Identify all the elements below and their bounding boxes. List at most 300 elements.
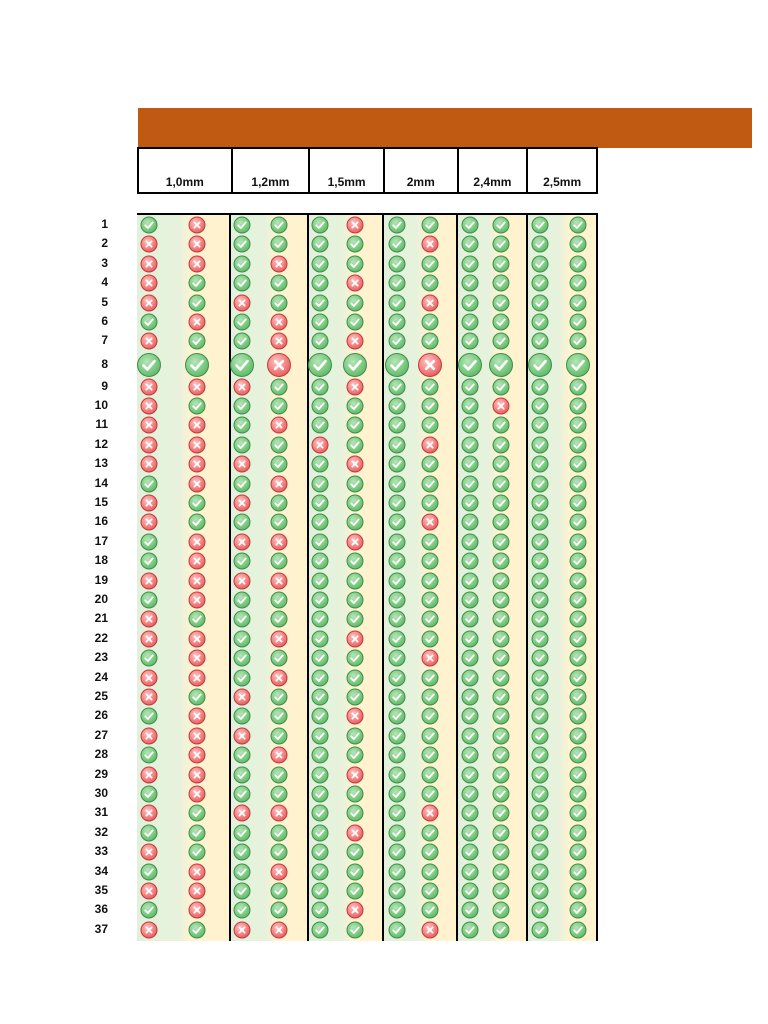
check-icon (347, 863, 364, 880)
check-icon (343, 353, 367, 377)
cross-icon (312, 436, 329, 453)
row-number: 8 (101, 357, 108, 371)
cross-icon (347, 456, 364, 473)
check-icon (234, 747, 251, 764)
check-icon (532, 236, 549, 253)
cross-icon (141, 669, 158, 686)
check-icon (493, 275, 510, 292)
row-number: 23 (94, 650, 108, 665)
check-icon (422, 844, 439, 861)
column-header-1-2mm: 1,2mm (233, 149, 311, 192)
check-icon (462, 475, 479, 492)
check-icon (570, 417, 587, 434)
cross-icon (234, 805, 251, 822)
check-icon (312, 333, 329, 350)
check-icon (347, 314, 364, 331)
check-icon (462, 314, 479, 331)
check-icon (312, 572, 329, 589)
cross-icon (189, 902, 206, 919)
check-icon (271, 882, 288, 899)
cross-icon (141, 417, 158, 434)
check-icon (234, 397, 251, 414)
cross-icon (189, 553, 206, 570)
check-icon (347, 650, 364, 667)
check-icon (234, 708, 251, 725)
cross-icon (141, 456, 158, 473)
cross-icon (189, 669, 206, 686)
check-icon (422, 766, 439, 783)
check-icon (389, 630, 406, 647)
check-icon (189, 611, 206, 628)
check-icon (422, 688, 439, 705)
check-icon (312, 688, 329, 705)
row-number: 11 (95, 417, 108, 432)
check-icon (271, 397, 288, 414)
check-icon (462, 275, 479, 292)
check-icon (234, 611, 251, 628)
check-icon (271, 591, 288, 608)
check-icon (271, 688, 288, 705)
check-icon (462, 294, 479, 311)
check-icon (532, 650, 549, 667)
check-icon (532, 708, 549, 725)
check-icon (141, 553, 158, 570)
check-icon (570, 475, 587, 492)
check-icon (389, 727, 406, 744)
check-icon (141, 708, 158, 725)
check-icon (570, 456, 587, 473)
check-icon (462, 333, 479, 350)
check-icon (462, 650, 479, 667)
check-icon (389, 824, 406, 841)
cross-icon (271, 747, 288, 764)
cross-icon (189, 456, 206, 473)
check-icon (493, 921, 510, 938)
header-row (137, 147, 598, 194)
check-icon (532, 863, 549, 880)
check-icon (493, 824, 510, 841)
cross-icon (271, 255, 288, 272)
row-number: 26 (94, 708, 108, 723)
check-icon (462, 236, 479, 253)
check-icon (234, 766, 251, 783)
cross-icon (234, 688, 251, 705)
row-number: 20 (94, 591, 108, 606)
check-icon (462, 572, 479, 589)
check-icon (570, 882, 587, 899)
check-icon (230, 353, 254, 377)
check-icon (532, 217, 549, 234)
check-icon (493, 378, 510, 395)
check-icon (347, 727, 364, 744)
row-number: 2 (101, 236, 108, 251)
check-icon (422, 669, 439, 686)
check-icon (462, 805, 479, 822)
check-icon (570, 824, 587, 841)
check-icon (493, 572, 510, 589)
check-icon (462, 727, 479, 744)
check-icon (189, 921, 206, 938)
check-icon (532, 417, 549, 434)
check-icon (141, 533, 158, 550)
check-icon (462, 863, 479, 880)
check-icon (493, 766, 510, 783)
check-icon (271, 494, 288, 511)
check-icon (347, 669, 364, 686)
check-icon (422, 314, 439, 331)
check-icon (570, 436, 587, 453)
cross-icon (347, 630, 364, 647)
check-icon (234, 255, 251, 272)
check-icon (312, 494, 329, 511)
check-icon (347, 475, 364, 492)
check-icon (271, 378, 288, 395)
check-icon (185, 353, 209, 377)
check-icon (462, 533, 479, 550)
cross-icon (189, 747, 206, 764)
cross-icon (189, 255, 206, 272)
check-icon (462, 456, 479, 473)
cross-icon (234, 921, 251, 938)
check-icon (389, 436, 406, 453)
check-icon (312, 805, 329, 822)
cross-icon (422, 514, 439, 531)
check-icon (141, 591, 158, 608)
check-icon (389, 456, 406, 473)
check-icon (234, 650, 251, 667)
cross-icon (141, 436, 158, 453)
check-icon (570, 255, 587, 272)
check-icon (389, 708, 406, 725)
cross-icon (189, 378, 206, 395)
check-icon (389, 417, 406, 434)
check-icon (312, 475, 329, 492)
check-icon (389, 333, 406, 350)
check-icon (234, 275, 251, 292)
check-icon (189, 805, 206, 822)
check-icon (462, 669, 479, 686)
check-icon (532, 275, 549, 292)
check-icon (462, 553, 479, 570)
check-icon (312, 785, 329, 802)
cross-icon (271, 417, 288, 434)
column-header-2-5mm: 2,5mm (528, 149, 598, 192)
check-icon (312, 533, 329, 550)
check-icon (389, 611, 406, 628)
check-icon (189, 688, 206, 705)
check-icon (312, 747, 329, 764)
check-icon (347, 417, 364, 434)
cross-icon (347, 708, 364, 725)
check-icon (493, 785, 510, 802)
check-icon (234, 333, 251, 350)
row-number: 19 (94, 572, 108, 587)
check-icon (389, 494, 406, 511)
check-icon (312, 863, 329, 880)
check-icon (570, 669, 587, 686)
check-icon (422, 475, 439, 492)
check-icon (141, 217, 158, 234)
cross-icon (141, 805, 158, 822)
check-icon (389, 217, 406, 234)
check-icon (570, 314, 587, 331)
cross-icon (189, 882, 206, 899)
row-number: 32 (94, 824, 108, 839)
check-icon (532, 766, 549, 783)
check-icon (189, 333, 206, 350)
check-icon (462, 436, 479, 453)
check-icon (462, 882, 479, 899)
check-icon (347, 921, 364, 938)
cross-icon (347, 333, 364, 350)
check-icon (347, 611, 364, 628)
cross-icon (141, 397, 158, 414)
check-icon (570, 397, 587, 414)
check-icon (234, 669, 251, 686)
check-icon (570, 514, 587, 531)
check-icon (532, 921, 549, 938)
check-icon (347, 553, 364, 570)
row-number: 15 (94, 494, 108, 509)
check-icon (389, 650, 406, 667)
cross-icon (189, 436, 206, 453)
check-icon (141, 475, 158, 492)
check-icon (532, 494, 549, 511)
cross-icon (189, 533, 206, 550)
cross-icon (189, 766, 206, 783)
check-icon (570, 591, 587, 608)
cross-icon (189, 475, 206, 492)
cross-icon (141, 333, 158, 350)
row-number: 24 (94, 669, 108, 684)
check-icon (493, 844, 510, 861)
cross-icon (234, 456, 251, 473)
cross-icon (422, 236, 439, 253)
check-icon (493, 333, 510, 350)
check-icon (312, 553, 329, 570)
row-number: 5 (101, 294, 108, 309)
check-icon (234, 217, 251, 234)
check-icon (570, 863, 587, 880)
check-icon (570, 844, 587, 861)
cross-icon (347, 902, 364, 919)
check-icon (389, 294, 406, 311)
check-icon (493, 456, 510, 473)
check-icon (422, 333, 439, 350)
cross-icon (271, 630, 288, 647)
check-icon (462, 417, 479, 434)
check-icon (422, 533, 439, 550)
cross-icon (234, 294, 251, 311)
check-icon (570, 688, 587, 705)
check-icon (528, 353, 552, 377)
check-icon (347, 572, 364, 589)
check-icon (462, 824, 479, 841)
check-icon (422, 553, 439, 570)
cross-icon (141, 844, 158, 861)
check-icon (234, 863, 251, 880)
check-icon (570, 805, 587, 822)
check-icon (271, 844, 288, 861)
check-icon (312, 591, 329, 608)
check-icon (493, 902, 510, 919)
cross-icon (141, 572, 158, 589)
cross-icon (189, 572, 206, 589)
check-icon (532, 630, 549, 647)
check-icon (347, 236, 364, 253)
check-icon (271, 611, 288, 628)
check-icon (347, 805, 364, 822)
check-icon (347, 688, 364, 705)
check-icon (234, 844, 251, 861)
cross-icon (234, 727, 251, 744)
check-icon (532, 333, 549, 350)
check-icon (570, 902, 587, 919)
cross-icon (418, 353, 442, 377)
check-icon (271, 902, 288, 919)
check-icon (234, 436, 251, 453)
check-icon (389, 475, 406, 492)
check-icon (532, 727, 549, 744)
cross-icon (189, 217, 206, 234)
check-icon (532, 805, 549, 822)
check-icon (532, 553, 549, 570)
check-icon (347, 514, 364, 531)
check-icon (532, 688, 549, 705)
row-number: 31 (94, 805, 108, 820)
check-icon (137, 353, 161, 377)
check-icon (532, 824, 549, 841)
check-icon (347, 255, 364, 272)
row-number: 30 (94, 785, 108, 800)
check-icon (312, 236, 329, 253)
check-icon (141, 824, 158, 841)
check-icon (271, 824, 288, 841)
cross-icon (189, 727, 206, 744)
check-icon (422, 824, 439, 841)
check-icon (532, 747, 549, 764)
check-icon (312, 921, 329, 938)
row-number: 13 (94, 456, 108, 471)
check-icon (389, 514, 406, 531)
cross-icon (422, 921, 439, 938)
check-icon (570, 630, 587, 647)
check-icon (566, 353, 590, 377)
check-icon (493, 630, 510, 647)
cross-icon (189, 863, 206, 880)
cross-icon (271, 533, 288, 550)
row-number: 22 (94, 630, 108, 645)
check-icon (462, 514, 479, 531)
check-icon (234, 902, 251, 919)
row-number: 6 (101, 314, 108, 328)
check-icon (532, 591, 549, 608)
check-icon (347, 494, 364, 511)
check-icon (389, 314, 406, 331)
check-icon (312, 611, 329, 628)
cross-icon (141, 236, 158, 253)
cross-icon (141, 514, 158, 531)
cross-icon (189, 314, 206, 331)
cross-icon (141, 275, 158, 292)
check-icon (312, 708, 329, 725)
row-number: 17 (94, 533, 108, 548)
check-icon (389, 863, 406, 880)
column-header-1-0mm: 1,0mm (139, 149, 233, 192)
check-icon (570, 747, 587, 764)
check-icon (422, 630, 439, 647)
cross-icon (347, 275, 364, 292)
row-number: 35 (94, 882, 108, 897)
row-number: 28 (94, 747, 108, 762)
check-icon (532, 902, 549, 919)
check-icon (532, 314, 549, 331)
check-icon (493, 591, 510, 608)
cross-icon (271, 314, 288, 331)
check-icon (312, 514, 329, 531)
check-icon (570, 275, 587, 292)
check-icon (493, 217, 510, 234)
cross-icon (347, 824, 364, 841)
check-icon (389, 688, 406, 705)
check-icon (308, 353, 332, 377)
cross-icon (267, 353, 291, 377)
check-icon (347, 397, 364, 414)
row-number: 4 (101, 275, 108, 290)
check-icon (389, 378, 406, 395)
check-icon (462, 591, 479, 608)
check-icon (141, 747, 158, 764)
check-icon (141, 785, 158, 802)
cross-icon (234, 494, 251, 511)
check-icon (570, 553, 587, 570)
check-icon (493, 533, 510, 550)
check-icon (493, 236, 510, 253)
check-icon (312, 766, 329, 783)
check-icon (312, 314, 329, 331)
check-icon (532, 785, 549, 802)
check-icon (532, 475, 549, 492)
check-icon (422, 494, 439, 511)
check-icon (271, 275, 288, 292)
check-icon (532, 378, 549, 395)
check-icon (422, 882, 439, 899)
check-icon (141, 902, 158, 919)
row-number: 36 (94, 902, 108, 917)
row-number: 25 (94, 688, 108, 703)
row-number: 3 (101, 255, 108, 270)
check-icon (389, 669, 406, 686)
results-grid (137, 213, 598, 941)
check-icon (189, 397, 206, 414)
check-icon (389, 805, 406, 822)
check-icon (234, 785, 251, 802)
check-icon (489, 353, 513, 377)
row-number: 12 (94, 436, 108, 451)
cross-icon (189, 650, 206, 667)
check-icon (493, 475, 510, 492)
check-icon (312, 882, 329, 899)
row-number: 18 (94, 553, 108, 568)
check-icon (462, 902, 479, 919)
check-icon (347, 294, 364, 311)
check-icon (532, 255, 549, 272)
cross-icon (422, 436, 439, 453)
cross-icon (347, 766, 364, 783)
check-icon (385, 353, 409, 377)
check-icon (422, 572, 439, 589)
check-icon (462, 397, 479, 414)
